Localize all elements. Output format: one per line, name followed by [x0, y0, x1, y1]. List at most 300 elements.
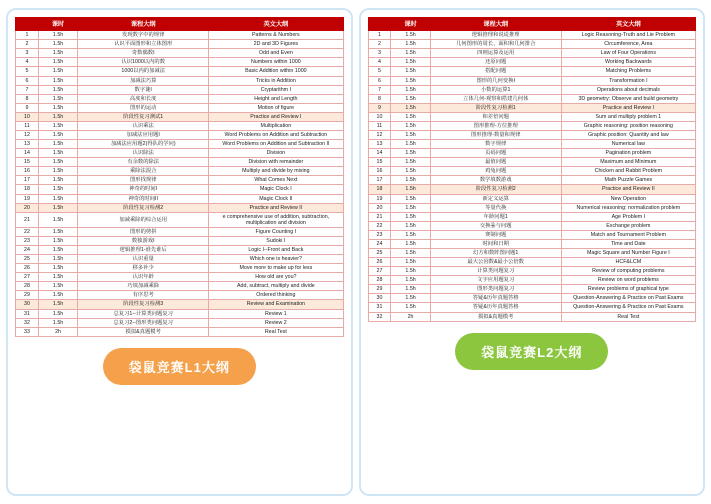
cell-cn-outline: 认识平面图形和立体图形	[78, 40, 209, 49]
table-row	[16, 203, 344, 212]
table-row	[16, 212, 344, 227]
cell-hours: 1.5h	[391, 258, 430, 267]
col-hours: 课时	[391, 18, 430, 31]
cell-hours: 1.5h	[391, 112, 430, 121]
table-row	[368, 194, 696, 203]
cell-en-outline: Numerical reasoning: normalization problem	[561, 203, 695, 212]
table-row	[16, 246, 344, 255]
cell-index: 27	[16, 273, 39, 282]
cell-cn-outline: 加减法应用题I	[78, 130, 209, 139]
cell-hours: 1.5h	[38, 31, 77, 40]
cell-cn-outline: 逻辑推理和说谎推理	[430, 31, 561, 40]
cell-hours: 1.5h	[38, 300, 77, 309]
table-row	[16, 67, 344, 76]
col-index	[16, 18, 39, 31]
table-row	[16, 185, 344, 194]
cell-cn-outline: 奇数偶数I	[78, 49, 209, 58]
cell-hours: 1.5h	[391, 76, 430, 85]
cell-index: 11	[368, 121, 391, 130]
cell-index: 12	[368, 130, 391, 139]
table-row	[16, 94, 344, 103]
syllabus-table-wrapper-l2	[368, 17, 697, 322]
cell-en-outline: Working Backwards	[561, 58, 695, 67]
cell-hours: 1.5h	[391, 140, 430, 149]
cell-index: 26	[16, 264, 39, 273]
cell-en-outline: Patterns & Numbers	[209, 31, 343, 40]
col-cn-outline: 课程大纲	[78, 18, 209, 31]
cell-cn-outline: 神奇的时间II	[78, 194, 209, 203]
cell-en-outline: Magic Clock I	[209, 185, 343, 194]
cell-en-outline: Matching Problems	[561, 67, 695, 76]
cell-index: 17	[16, 176, 39, 185]
cell-en-outline: Move more to make up for less	[209, 264, 343, 273]
cell-index: 29	[368, 285, 391, 294]
cell-hours: 1.5h	[391, 158, 430, 167]
cell-hours: 1.5h	[391, 185, 430, 194]
col-en-outline: 英文大纲	[561, 18, 695, 31]
cell-cn-outline: 文字应用题复习	[430, 276, 561, 285]
table-row	[368, 49, 696, 58]
cell-cn-outline: 新定义运算	[430, 194, 561, 203]
cell-cn-outline: 数字规律	[430, 140, 561, 149]
cell-en-outline: Division	[209, 149, 343, 158]
cell-hours: 1.5h	[391, 303, 430, 312]
cell-index: 21	[16, 212, 39, 227]
table-row	[368, 130, 696, 139]
cell-hours: 1.5h	[38, 94, 77, 103]
cell-cn-outline: 阶段性复习检测1	[430, 103, 561, 112]
cell-cn-outline: 最值问题	[430, 158, 561, 167]
cell-hours: 1.5h	[391, 285, 430, 294]
l2-syllabus-button[interactable]: 袋鼠竞赛L2大纲	[455, 333, 608, 370]
table-row	[16, 194, 344, 203]
cell-index: 33	[16, 327, 39, 336]
cell-cn-outline: 图形的运动	[78, 103, 209, 112]
cell-hours: 1.5h	[391, 249, 430, 258]
cell-en-outline: Word Problems on Addition and Subtraction	[209, 130, 343, 139]
cell-hours: 1.5h	[38, 40, 77, 49]
cell-index: 4	[16, 58, 39, 67]
cell-hours: 1.5h	[391, 94, 430, 103]
table-row	[16, 255, 344, 264]
cell-en-outline: Figure Counting I	[209, 227, 343, 236]
cell-cn-outline: 数独游戏I	[78, 236, 209, 245]
cell-en-outline: Review on word problems	[561, 276, 695, 285]
syllabus-table-body-l1	[16, 31, 344, 337]
cell-hours: 1.5h	[391, 276, 430, 285]
cell-en-outline: Math Puzzle Games	[561, 176, 695, 185]
table-row	[368, 185, 696, 194]
cell-en-outline: Sum and multiply problem 1	[561, 112, 695, 121]
table-row	[16, 76, 344, 85]
cell-cn-outline: 年龄问题1	[430, 212, 561, 221]
cell-en-outline: New Operation	[561, 194, 695, 203]
table-row	[368, 112, 696, 121]
cell-cn-outline: 时间和日期	[430, 239, 561, 248]
cell-en-outline: Circumference, Area	[561, 40, 695, 49]
cell-en-outline: Review of computing problems	[561, 267, 695, 276]
syllabus-panel-l1	[6, 8, 353, 496]
cell-en-outline: Age Problem I	[561, 212, 695, 221]
cell-index: 19	[16, 194, 39, 203]
cell-cn-outline: 赛制问题	[430, 230, 561, 239]
cell-hours: 1.5h	[391, 203, 430, 212]
cell-en-outline: Sudoki I	[209, 236, 343, 245]
cell-index: 15	[16, 158, 39, 167]
cell-en-outline: Numbers within 1000	[209, 58, 343, 67]
cell-index: 32	[16, 318, 39, 327]
table-row	[16, 31, 344, 40]
cell-en-outline: Graphic reasoning: position reasoning	[561, 121, 695, 130]
cell-en-outline: Motion of figure	[209, 103, 343, 112]
cell-index: 3	[368, 49, 391, 58]
cell-en-outline: Multiply and divide by mixing	[209, 167, 343, 176]
cell-index: 11	[16, 121, 39, 130]
cell-index: 27	[368, 267, 391, 276]
table-row	[368, 312, 696, 321]
cell-index: 22	[16, 227, 39, 236]
table-header-row	[368, 18, 696, 31]
cell-hours: 1.5h	[38, 140, 77, 149]
cell-index: 14	[16, 149, 39, 158]
cell-cn-outline: 四则运算及运用	[430, 49, 561, 58]
cell-index: 15	[368, 158, 391, 167]
cell-index: 8	[16, 94, 39, 103]
cell-hours: 1.5h	[391, 221, 430, 230]
table-row	[368, 140, 696, 149]
table-row	[368, 67, 696, 76]
cell-en-outline: Pagination problem	[561, 149, 695, 158]
cell-cn-outline: 高度和长度	[78, 94, 209, 103]
cell-en-outline: e comprehensive use of addition, subtraction, multiplication and division	[209, 212, 343, 227]
cell-en-outline: Maximum and Minimum	[561, 158, 695, 167]
table-row	[16, 318, 344, 327]
table-row	[16, 291, 344, 300]
cell-hours: 1.5h	[38, 255, 77, 264]
cell-hours: 1.5h	[38, 264, 77, 273]
cell-en-outline: Real Test	[209, 327, 343, 336]
cell-hours: 1.5h	[38, 158, 77, 167]
cell-cn-outline: 等量代换	[430, 203, 561, 212]
cell-cn-outline: 阶段性复习检测3	[78, 300, 209, 309]
table-row	[368, 121, 696, 130]
cell-en-outline: Real Test	[561, 312, 695, 321]
cell-hours: 1.5h	[38, 227, 77, 236]
cell-hours: 1.5h	[38, 76, 77, 85]
table-row	[16, 236, 344, 245]
cell-cn-outline: 计算类问题复习	[430, 267, 561, 276]
cell-index: 10	[368, 112, 391, 121]
cell-en-outline: Tricks in Addition	[209, 76, 343, 85]
cell-index: 24	[16, 246, 39, 255]
cell-en-outline: Division with remainder	[209, 158, 343, 167]
cell-cn-outline: 加减法巧算	[78, 76, 209, 85]
table-row	[368, 249, 696, 258]
table-row	[368, 203, 696, 212]
cell-index: 4	[368, 58, 391, 67]
table-row	[16, 58, 344, 67]
cell-index: 14	[368, 149, 391, 158]
cell-cn-outline: 小数的运算1	[430, 85, 561, 94]
table-row	[368, 212, 696, 221]
cell-cn-outline: 1000以内的加减法	[78, 67, 209, 76]
table-row	[368, 285, 696, 294]
cell-index: 23	[16, 236, 39, 245]
syllabus-table-body-l2	[368, 31, 696, 322]
table-row	[16, 130, 344, 139]
table-row	[16, 167, 344, 176]
cell-index: 18	[368, 185, 391, 194]
cell-index: 16	[368, 167, 391, 176]
cell-en-outline: Add, subtract, multiply and divide	[209, 282, 343, 291]
cell-hours: 1.5h	[38, 49, 77, 58]
cell-cn-outline: 幻方和数阵图问题1	[430, 249, 561, 258]
cell-index: 29	[16, 291, 39, 300]
cell-en-outline: Ordered thinking	[209, 291, 343, 300]
table-row	[16, 327, 344, 336]
cell-hours: 1.5h	[38, 112, 77, 121]
cell-hours: 1.5h	[391, 58, 430, 67]
table-row	[16, 227, 344, 236]
cell-en-outline: Law of Four Operations	[561, 49, 695, 58]
cell-en-outline: Basic Addition within 1000	[209, 67, 343, 76]
table-row	[368, 258, 696, 267]
cell-cn-outline: 有序思考	[78, 291, 209, 300]
cell-cn-outline: 图形的剪拼	[78, 227, 209, 236]
table-row	[16, 121, 344, 130]
cell-index: 20	[368, 203, 391, 212]
cell-index: 30	[368, 294, 391, 303]
cell-index: 9	[368, 103, 391, 112]
table-row	[16, 112, 344, 121]
cell-index: 7	[368, 85, 391, 94]
table-row	[16, 273, 344, 282]
cell-index: 31	[368, 303, 391, 312]
cell-index: 16	[16, 167, 39, 176]
table-row	[368, 176, 696, 185]
cell-en-outline: Which one is heavier?	[209, 255, 343, 264]
cell-hours: 1.5h	[38, 236, 77, 245]
cell-index: 30	[16, 300, 39, 309]
cell-index: 2	[368, 40, 391, 49]
cell-cn-outline: 答疑&历年真题答格	[430, 294, 561, 303]
cell-hours: 1.5h	[38, 273, 77, 282]
cell-hours: 1.5h	[391, 67, 430, 76]
cell-hours: 1.5h	[391, 103, 430, 112]
cell-hours: 1.5h	[391, 267, 430, 276]
table-row	[368, 85, 696, 94]
cell-cn-outline: 认识乘法	[78, 121, 209, 130]
cell-index: 26	[368, 258, 391, 267]
cell-en-outline: Review 2	[209, 318, 343, 327]
cell-hours: 1.5h	[38, 103, 77, 112]
cell-index: 25	[368, 249, 391, 258]
table-row	[368, 103, 696, 112]
cell-index: 13	[368, 140, 391, 149]
cell-cn-outline: 立体几何-观察和搭建几何体	[430, 94, 561, 103]
table-row	[368, 40, 696, 49]
cell-index: 12	[16, 130, 39, 139]
cell-hours: 1.5h	[38, 291, 77, 300]
table-row	[368, 221, 696, 230]
cell-hours: 1.5h	[38, 309, 77, 318]
cell-cn-outline: 加减法应用题2(得队的学问)	[78, 140, 209, 149]
cell-hours: 1.5h	[38, 185, 77, 194]
cell-cn-outline: 图形推理-数量和规律	[430, 130, 561, 139]
cell-en-outline: Transformation I	[561, 76, 695, 85]
cell-hours: 2h	[391, 312, 430, 321]
cell-hours: 1.5h	[38, 212, 77, 227]
cell-cn-outline: 鸡兔问题	[430, 167, 561, 176]
l1-syllabus-button[interactable]: 袋鼠竞赛L1大纲	[103, 348, 256, 385]
cell-hours: 1.5h	[391, 167, 430, 176]
cell-hours: 1.5h	[38, 167, 77, 176]
cell-index: 31	[16, 309, 39, 318]
cell-cn-outline: 摸拟&真题模考	[78, 327, 209, 336]
cell-cn-outline: 和差倍问题	[430, 112, 561, 121]
cell-en-outline: Numerical law	[561, 140, 695, 149]
cell-cn-outline: 答疑&历年真题答格	[430, 303, 561, 312]
cell-hours: 2h	[38, 327, 77, 336]
table-row	[368, 167, 696, 176]
cell-cn-outline: 认识年龄	[78, 273, 209, 282]
cell-cn-outline: 阶段性复习测试1	[78, 112, 209, 121]
cell-hours: 1.5h	[391, 121, 430, 130]
table-header-row	[16, 18, 344, 31]
cell-cn-outline: 有余数的除法	[78, 158, 209, 167]
cell-en-outline: Logic Reasoning-Truth and Lie Problem	[561, 31, 695, 40]
cell-index: 21	[368, 212, 391, 221]
cell-en-outline: Logic I--Front and Back	[209, 246, 343, 255]
table-row	[368, 58, 696, 67]
table-row	[16, 85, 344, 94]
cell-en-outline: Review problems of graphical type	[561, 285, 695, 294]
cell-cn-outline: 认识重量	[78, 255, 209, 264]
table-row	[16, 158, 344, 167]
cell-index: 23	[368, 230, 391, 239]
cell-cn-outline: 图形找规律	[78, 176, 209, 185]
cell-hours: 1.5h	[38, 176, 77, 185]
cell-hours: 1.5h	[391, 294, 430, 303]
cell-cn-outline: 图形推理-方位推理	[430, 121, 561, 130]
syllabus-table-wrapper-l1	[15, 17, 344, 337]
table-row	[16, 300, 344, 309]
table-row	[16, 264, 344, 273]
cell-index: 22	[368, 221, 391, 230]
cell-index: 13	[16, 140, 39, 149]
cell-en-outline: Cryptarithm I	[209, 85, 343, 94]
table-row	[368, 158, 696, 167]
cell-cn-outline: 发现数字中的规律	[78, 31, 209, 40]
cell-index: 24	[368, 239, 391, 248]
table-row	[16, 49, 344, 58]
cell-cn-outline: 摸拟&真题模考	[430, 312, 561, 321]
cell-en-outline: Question-Answering & Practice on Past Exams	[561, 294, 695, 303]
cell-en-outline: Practice and Review I	[561, 103, 695, 112]
cell-hours: 1.5h	[38, 85, 77, 94]
cell-cn-outline: 总复习2--图形类问题复习	[78, 318, 209, 327]
cell-en-outline: HCF&LCM	[561, 258, 695, 267]
cell-hours: 1.5h	[391, 230, 430, 239]
cell-en-outline: Practice and Review II	[209, 203, 343, 212]
table-row	[16, 40, 344, 49]
table-row	[16, 176, 344, 185]
cell-hours: 1.5h	[38, 149, 77, 158]
cell-en-outline: Match and Tournament Problem	[561, 230, 695, 239]
col-en-outline: 英文大纲	[209, 18, 343, 31]
cell-en-outline: Magic Clock II	[209, 194, 343, 203]
syllabus-panel-l2	[359, 8, 706, 496]
cell-index: 28	[368, 276, 391, 285]
cell-hours: 1.5h	[38, 246, 77, 255]
cell-index: 20	[16, 203, 39, 212]
table-row	[368, 230, 696, 239]
table-row	[368, 94, 696, 103]
cell-index: 5	[368, 67, 391, 76]
cell-hours: 1.5h	[38, 130, 77, 139]
table-row	[16, 140, 344, 149]
cell-cn-outline: 还原问题	[430, 58, 561, 67]
cell-cn-outline: 巧填加减乘除	[78, 282, 209, 291]
table-row	[368, 294, 696, 303]
table-row	[16, 103, 344, 112]
table-row	[16, 282, 344, 291]
cell-hours: 1.5h	[391, 149, 430, 158]
cell-en-outline: Question-Answering & Practice on Past Exams	[561, 303, 695, 312]
col-cn-outline: 课程大纲	[430, 18, 561, 31]
cell-en-outline: Chicken and Rabbit Problem	[561, 167, 695, 176]
cell-hours: 1.5h	[391, 239, 430, 248]
cell-cn-outline: 总复习1--计算类问题复习	[78, 309, 209, 318]
cell-en-outline: Time and Date	[561, 239, 695, 248]
syllabus-table-l1	[15, 17, 344, 337]
cell-hours: 1.5h	[391, 194, 430, 203]
cell-en-outline: Height and Length	[209, 94, 343, 103]
cell-hours: 1.5h	[38, 203, 77, 212]
cell-cn-outline: 搭配问题	[430, 67, 561, 76]
cell-en-outline: 2D and 3D Figures	[209, 40, 343, 49]
cell-hours: 1.5h	[38, 58, 77, 67]
cell-en-outline: Multiplication	[209, 121, 343, 130]
cell-index: 32	[368, 312, 391, 321]
table-row	[16, 149, 344, 158]
cell-cn-outline: 神奇的时间I	[78, 185, 209, 194]
cell-hours: 1.5h	[38, 194, 77, 203]
cell-cn-outline: 乘除法混合	[78, 167, 209, 176]
cell-index: 18	[16, 185, 39, 194]
cell-hours: 1.5h	[391, 31, 430, 40]
col-hours: 课时	[38, 18, 77, 31]
cell-en-outline: Word Problems on Addition and Subtraction II	[209, 140, 343, 149]
cell-en-outline: Practice and Review I	[209, 112, 343, 121]
table-row	[368, 276, 696, 285]
col-index	[368, 18, 391, 31]
cell-hours: 1.5h	[391, 176, 430, 185]
cell-hours: 1.5h	[38, 318, 77, 327]
cell-cn-outline: 认识除法	[78, 149, 209, 158]
cell-cn-outline: 认识1000以内的数	[78, 58, 209, 67]
cell-hours: 1.5h	[391, 212, 430, 221]
cell-en-outline: Magic Square and Number Figure I	[561, 249, 695, 258]
table-row	[368, 303, 696, 312]
cell-cn-outline: 数字谜I	[78, 85, 209, 94]
cell-cn-outline: 数学填数游戏	[430, 176, 561, 185]
cell-hours: 1.5h	[391, 130, 430, 139]
cell-en-outline: Odd and Even	[209, 49, 343, 58]
cell-en-outline: What Comes Next	[209, 176, 343, 185]
cell-index: 1	[368, 31, 391, 40]
cell-en-outline: Operations about decimals	[561, 85, 695, 94]
